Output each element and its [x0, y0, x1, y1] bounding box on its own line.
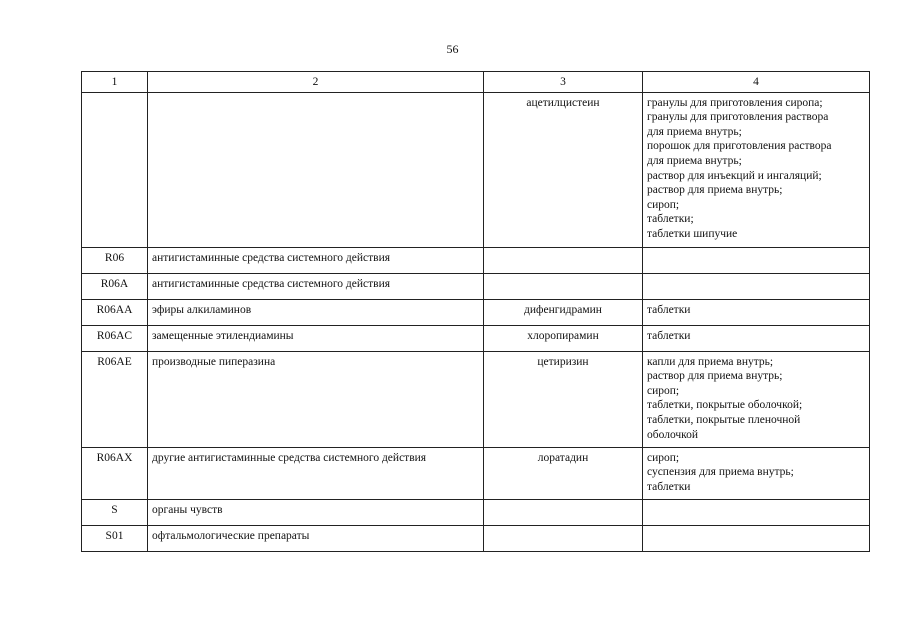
group-name: антигистаминные средства системного действия: [148, 273, 484, 299]
drug-name: [484, 247, 643, 273]
dosage-form-line: таблетки: [647, 303, 691, 316]
table-row: [82, 499, 870, 525]
dosage-form-line: таблетки;: [647, 213, 694, 226]
drug-name: хлоропирамин: [484, 325, 643, 351]
dosage-form-line: таблетки шипучие: [647, 227, 738, 240]
atc-code: R06A: [82, 273, 148, 299]
group-name: антигистаминные средства системного действия: [148, 247, 484, 273]
dosage-form-line: таблетки: [647, 480, 691, 493]
table-row: [82, 92, 870, 247]
header-col-2: 2: [148, 72, 484, 93]
dosage-forms: [643, 247, 870, 273]
dosage-form-line: гранулы для приготовления сиропа;: [647, 96, 823, 109]
dosage-form-line: сироп;: [647, 198, 680, 211]
drug-name: ацетилцистеин: [484, 92, 643, 247]
dosage-form-line: раствор для приема внутрь;: [647, 370, 783, 383]
atc-code: [82, 92, 148, 247]
group-name: эфиры алкиламинов: [148, 299, 484, 325]
dosage-forms: [643, 92, 870, 247]
group-name: замещенные этилендиамины: [148, 325, 484, 351]
dosage-form-line: капли для приема внутрь;: [647, 355, 774, 368]
table-row: [82, 525, 870, 551]
dosage-form-line: раствор для приема внутрь;: [647, 184, 783, 197]
dosage-form-line: сироп;: [647, 451, 680, 464]
page-number: 56: [446, 42, 459, 56]
group-name: органы чувств: [148, 499, 484, 525]
dosage-form-line: порошок для приготовления раствора: [647, 140, 832, 153]
table-row: [82, 299, 870, 325]
drug-name: [484, 525, 643, 551]
dosage-form-line: суспензия для приема внутрь;: [647, 466, 794, 479]
group-name: производные пиперазина: [148, 351, 484, 447]
dosage-form-line: таблетки: [647, 329, 691, 342]
atc-code: R06AC: [82, 325, 148, 351]
dosage-forms: [643, 325, 870, 351]
atc-code: R06AE: [82, 351, 148, 447]
dosage-forms: [643, 351, 870, 447]
table-row: [82, 247, 870, 273]
group-name: [148, 92, 484, 247]
drug-name: [484, 273, 643, 299]
dosage-form-line: гранулы для приготовления раствора: [647, 111, 829, 124]
drug-table: [81, 71, 870, 552]
dosage-form-line: таблетки, покрытые оболочкой;: [647, 399, 803, 412]
table-row: [82, 351, 870, 447]
table-row: [82, 273, 870, 299]
drug-name: [484, 499, 643, 525]
atc-code: S: [82, 499, 148, 525]
dosage-forms: [643, 447, 870, 499]
dosage-form-line: раствор для инъекций и ингаляций;: [647, 169, 822, 182]
dosage-forms: [643, 525, 870, 551]
header-col-4: 4: [643, 72, 870, 93]
drug-name: цетиризин: [484, 351, 643, 447]
drug-name: дифенгидрамин: [484, 299, 643, 325]
group-name: офтальмологические препараты: [148, 525, 484, 551]
group-name: другие антигистаминные средства системного действия: [148, 447, 484, 499]
header-col-1: 1: [82, 72, 148, 93]
atc-code: R06AA: [82, 299, 148, 325]
header-row: [82, 72, 870, 93]
dosage-form-line: оболочкой: [647, 428, 699, 441]
dosage-form-line: таблетки, покрытые пленочной: [647, 413, 801, 426]
table-row: [82, 325, 870, 351]
table-row: [82, 447, 870, 499]
dosage-forms: [643, 299, 870, 325]
dosage-form-line: для приема внутрь;: [647, 154, 742, 167]
dosage-forms: [643, 273, 870, 299]
dosage-form-line: для приема внутрь;: [647, 125, 742, 138]
dosage-form-line: сироп;: [647, 384, 680, 397]
atc-code: R06: [82, 247, 148, 273]
drug-name: лоратадин: [484, 447, 643, 499]
atc-code: S01: [82, 525, 148, 551]
header-col-3: 3: [484, 72, 643, 93]
atc-code: R06AX: [82, 447, 148, 499]
dosage-forms: [643, 499, 870, 525]
